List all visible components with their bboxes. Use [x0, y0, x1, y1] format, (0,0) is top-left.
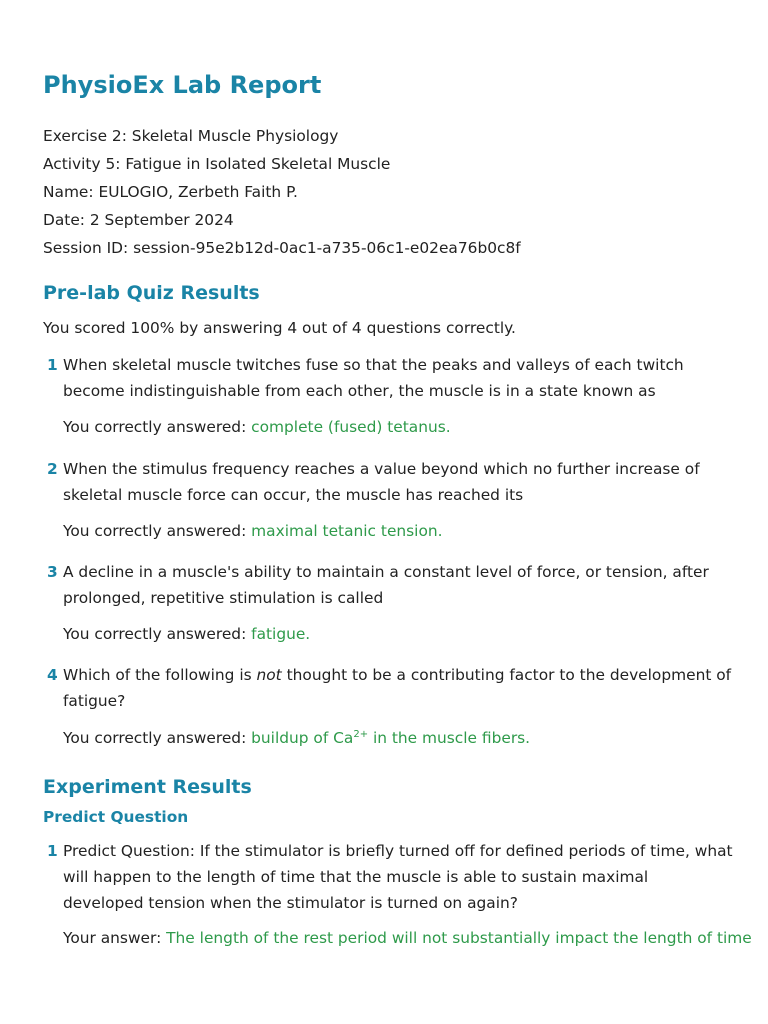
question-number: 1	[47, 356, 58, 374]
question-answer	[63, 726, 530, 750]
answer-value: The length of the rest period will not substantially impact the length of time	[166, 929, 752, 947]
question-text: When skeletal muscle twitches fuse so that the peaks and valleys of each twitch become indistinguishable from each other, the muscle is in a state known as	[63, 356, 684, 400]
report-date: Date: 2 September 2024	[43, 211, 234, 229]
answer-prefix: Your answer:	[63, 929, 167, 947]
answer-value-end: in the muscle fibers.	[368, 729, 531, 747]
question-answer	[63, 926, 752, 950]
question-answer	[63, 415, 451, 439]
answer-prefix: You correctly answered:	[63, 418, 252, 436]
answer-value: fatigue.	[251, 625, 311, 643]
question-number: 1	[47, 842, 58, 860]
question-number: 4	[47, 666, 58, 684]
prelab-heading: Pre-lab Quiz Results	[43, 282, 260, 304]
question-text	[63, 662, 733, 714]
answer-superscript: 2+	[353, 729, 369, 740]
exercise-line: Exercise 2: Skeletal Muscle Physiology	[43, 127, 339, 145]
answer-prefix: You correctly answered:	[63, 522, 252, 540]
session-id: Session ID: session-95e2b12d-0ac1-a735-06c1-e02ea76b0c8f	[43, 239, 521, 257]
question-answer	[63, 519, 443, 543]
question-number: 2	[47, 460, 58, 478]
answer-value-start: buildup of Ca	[251, 729, 354, 747]
answer-value: complete (fused) tetanus.	[251, 418, 451, 436]
question-text-start: Which of the following is	[63, 666, 257, 684]
report-title: PhysioEx Lab Report	[43, 71, 322, 99]
answer-prefix: You correctly answered:	[63, 729, 252, 747]
question-text-end: thought to be a contributing factor to the development of fatigue?	[63, 666, 732, 710]
student-name: Name: EULOGIO, Zerbeth Faith P.	[43, 183, 298, 201]
experiment-heading: Experiment Results	[43, 776, 252, 798]
answer-prefix: You correctly answered:	[63, 625, 252, 643]
question-text: Predict Question: If the stimulator is briefly turned off for defined periods of time, what will happen to the length of time that the muscle is able to sustain maximal developed tension when the stimulator is turned on again?	[63, 842, 733, 912]
predict-subheading: Predict Question	[43, 808, 189, 826]
question-number: 3	[47, 563, 58, 581]
question-text-emphasis: not	[256, 666, 282, 684]
answer-value	[251, 729, 530, 747]
question-answer	[63, 622, 310, 646]
question-text: When the stimulus frequency reaches a value beyond which no further increase of skeletal muscle force can occur, the muscle has reached its	[63, 460, 700, 504]
activity-line: Activity 5: Fatigue in Isolated Skeletal Muscle	[43, 155, 391, 173]
answer-value: maximal tetanic tension.	[251, 522, 443, 540]
prelab-score: You scored 100% by answering 4 out of 4 questions correctly.	[43, 319, 516, 337]
question-text: A decline in a muscle's ability to maintain a constant level of force, or tension, after prolonged, repetitive stimulation is called	[63, 563, 709, 607]
